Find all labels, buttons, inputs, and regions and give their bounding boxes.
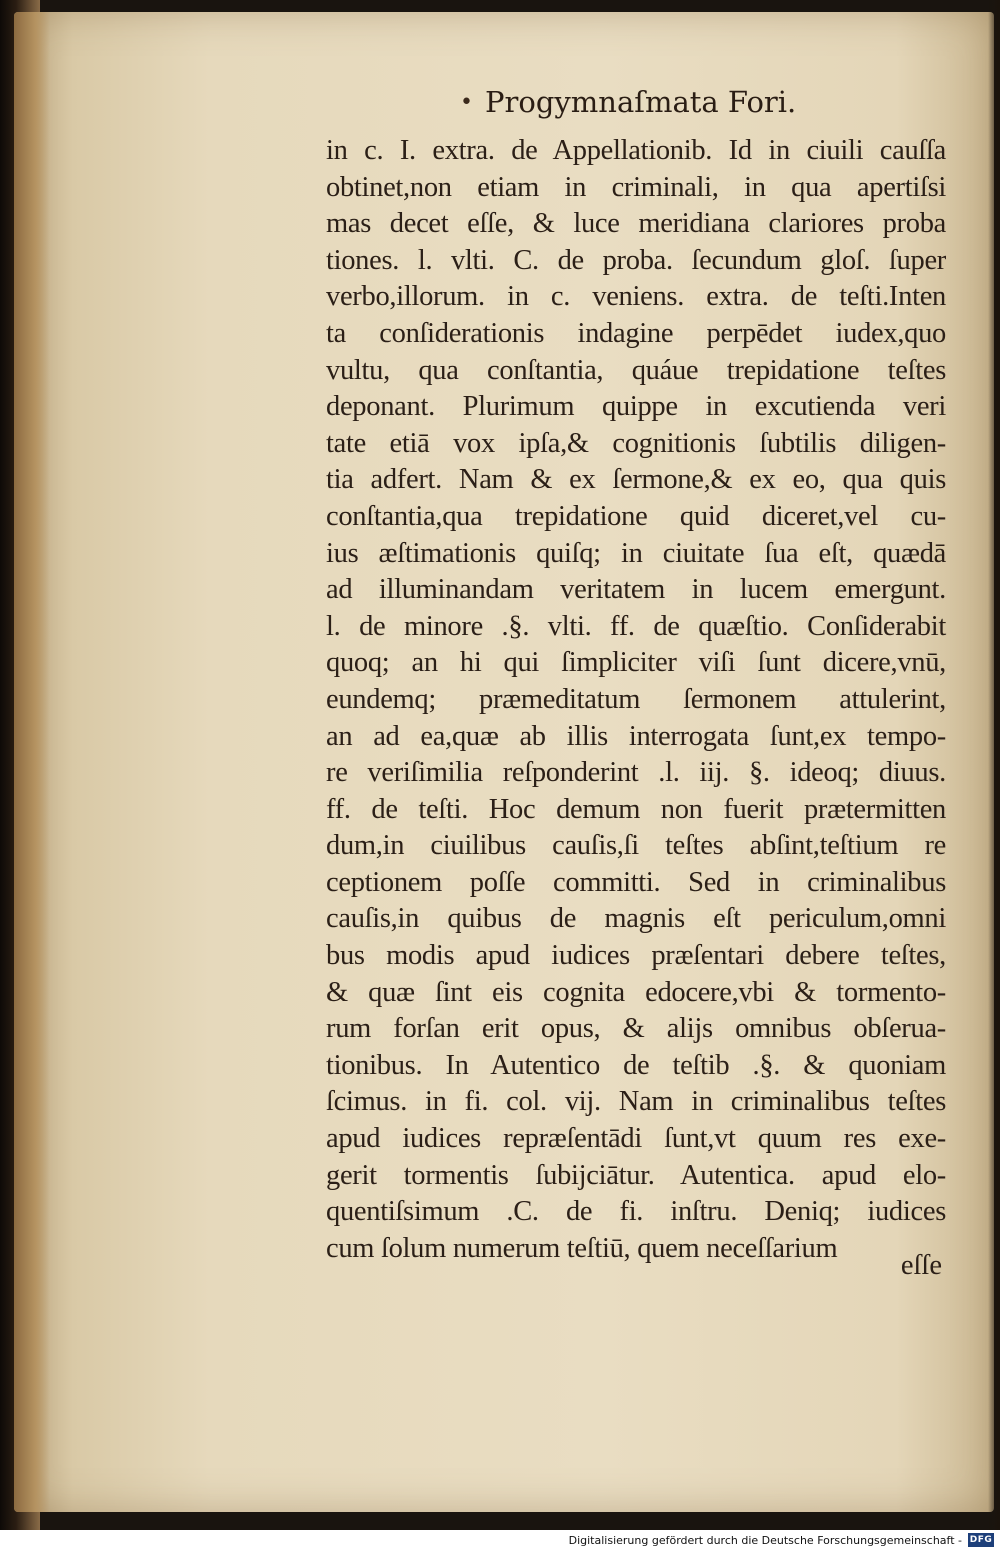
text-line: dum,in ciuilibus cauſis,ſi teſtes abſint,teſtium re — [326, 830, 946, 862]
running-head — [460, 82, 797, 122]
text-line: apud iudices repræſentādi ſunt,vt quum res exe- — [326, 1123, 946, 1155]
text-line: rum forſan erit opus, & alijs omnibus obſerua- — [326, 1013, 946, 1045]
running-head-ornament: • — [460, 89, 473, 115]
text-line: tiones. l. vlti. C. de proba. ſecundum gloſ. ſuper — [326, 244, 946, 276]
text-line: ius æſtimationis quiſq; in ciuitate ſua eſt, quædā — [326, 537, 946, 569]
text-line: ta conſiderationis indagine perpēdet iudex,quo — [326, 317, 946, 349]
catchword: eſſe — [900, 1250, 942, 1281]
text-line: verbo,illorum. in c. veniens. extra. de teſti.Inten — [326, 281, 946, 313]
text-line: conſtantia,qua trepidatione quid diceret,vel cu- — [326, 500, 946, 532]
text-line: l. de minore .§. vlti. ff. de quæſtio. Conſiderabit — [326, 610, 946, 642]
text-line: in c. I. extra. de Appellationib. Id in ciuili cauſſa — [326, 135, 946, 166]
text-line: tionibus. In Autentico de teſtib .§. & quoniam — [326, 1049, 946, 1081]
text-line: ſcimus. in fi. col. vij. Nam in criminalibus teſtes — [326, 1086, 946, 1118]
text-line: gerit tormentis ſubijciātur. Autentica. apud elo- — [326, 1159, 946, 1191]
dfg-logo: DFG — [969, 1535, 993, 1545]
running-head-title: Progymnaſmata Fori. — [484, 85, 797, 119]
text-line: ff. de teſti. Hoc demum non fuerit prætermitten — [326, 793, 946, 825]
body-text — [326, 133, 946, 1267]
text-line: tate etiā vox ipſa,& cognitionis ſubtilis diligen- — [326, 427, 946, 459]
text-line: re veriſimilia reſponderint .l. iij. §. ideoq; diuus. — [326, 757, 946, 789]
text-line: quoq; an hi qui ſimpliciter viſi ſunt dicere,vnū, — [326, 647, 946, 679]
text-line: bus modis apud iudices præſentari debere teſtes, — [326, 940, 946, 972]
text-line: ceptionem poſſe committi. Sed in criminalibus — [326, 866, 946, 898]
text-line: mas decet eſſe, & luce meridiana clariores proba — [326, 208, 946, 240]
text-line: quentiſsimum .C. de fi. inſtru. Deniq; iudices — [326, 1196, 946, 1228]
footer-credit: Digitalisierung gefördert durch die Deutsche Forschungsgemeinschaft - — [568, 1534, 962, 1547]
text-line: eundemq; præmeditatum ſermonem attulerint, — [326, 683, 946, 715]
page-right-shadow — [988, 0, 1000, 1530]
text-line: cum ſolum numerum teſtiū, quem neceſſarium — [326, 1232, 838, 1264]
page-gutter-edge — [14, 12, 50, 1512]
text-line: vultu, qua conſtantia, quáue trepidatione teſtes — [326, 354, 946, 386]
text-line: cauſis,in quibus de magnis eſt periculum,omni — [326, 903, 946, 935]
text-line: ad illuminandam veritatem in lucem emergunt. — [326, 574, 946, 606]
text-line: tia adfert. Nam & ex ſermone,& ex eo, qua quis — [326, 464, 946, 496]
text-line: obtinet,non etiam in criminali, in qua apertiſsi — [326, 171, 946, 203]
text-line: & quæ ſint eis cognita edocere,vbi & tormento- — [326, 976, 946, 1008]
text-line: deponant. Plurimum quippe in excutienda veri — [326, 391, 946, 423]
text-line: an ad ea,quæ ab illis interrogata ſunt,ex tempo- — [326, 720, 946, 752]
